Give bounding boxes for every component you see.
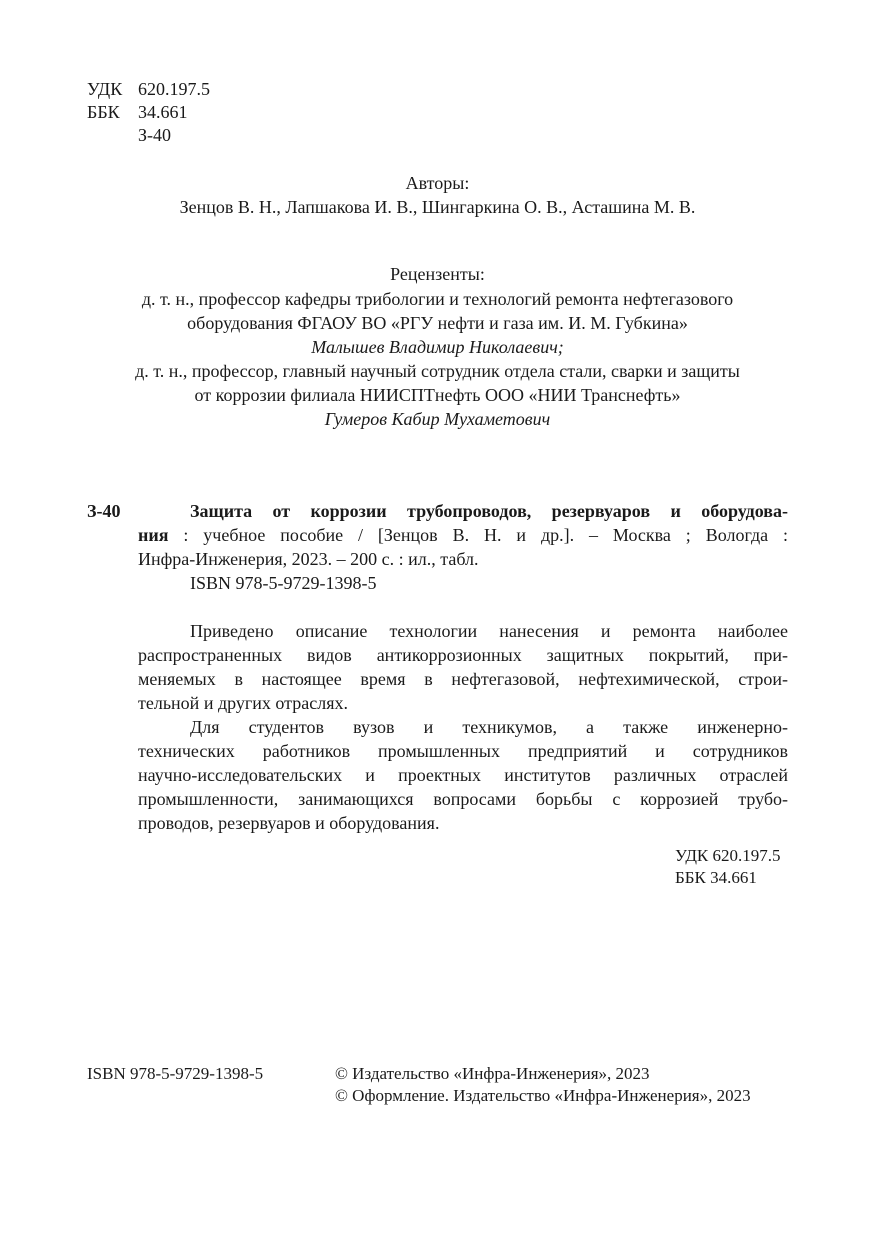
bib-isbn: ISBN 978-5-9729-1398-5 (190, 573, 377, 593)
reviewer-line: оборудования ФГАОУ ВО «РГУ нефти и газа им. И. М. Губкина» (187, 313, 688, 333)
reviewer-line: д. т. н., профессор, главный научный сотрудник отдела стали, сварки и защиты (135, 361, 740, 381)
bbk-label: ББК (87, 102, 120, 122)
footer-isbn: ISBN 978-5-9729-1398-5 (87, 1064, 264, 1083)
authors-names: Зенцов В. Н., Лапшакова И. В., Шингаркина О. В., Асташина М. В. (179, 197, 696, 217)
bib-line2-rest: : учебное пособие / [Зенцов В. Н. и др.]. – Москва ; Вологда : (168, 525, 788, 545)
copyright-publisher: © Издательство «Инфра-Инженерия», 2023 (335, 1064, 650, 1083)
udk-code: УДК 620.197.5 (675, 846, 781, 865)
author-mark: З-40 (138, 125, 172, 145)
annotation-line: проводов, резервуаров и оборудования. (138, 813, 440, 833)
bib-title-line2: ния (138, 525, 169, 545)
bib-title-line1: Защита от коррозии трубопроводов, резервуаров и оборудова- (190, 501, 788, 521)
annotation-line: промышленности, занимающихся вопросами борьбы с коррозией трубо- (138, 789, 788, 809)
bbk-code: ББК 34.661 (675, 868, 757, 887)
udk-value: 620.197.5 (138, 79, 210, 99)
bib-mark: З-40 (87, 501, 121, 521)
bbk-value: 34.661 (138, 102, 188, 122)
copyright-design: © Оформление. Издательство «Инфра-Инженерия», 2023 (335, 1086, 751, 1105)
annotation-line: Приведено описание технологии нанесения и ремонта наиболее (190, 621, 788, 641)
reviewer-name: Гумеров Кабир Мухаметович (324, 409, 551, 429)
annotation-line: тельной и других отраслях. (138, 693, 348, 713)
annotation-line: меняемых в настоящее время в нефтегазовой, нефтехимической, строи- (138, 669, 788, 689)
reviewers-heading: Рецензенты: (390, 264, 485, 284)
annotation-line: научно-исследовательских и проектных институтов различных отраслей (138, 765, 788, 785)
annotation-line: Для студентов вузов и техникумов, а также инженерно- (190, 717, 788, 737)
annotation-line: распространенных видов антикоррозионных защитных покрытий, при- (138, 645, 788, 665)
authors-heading: Авторы: (405, 173, 470, 193)
bib-line2 (138, 524, 788, 546)
udk-label: УДК (87, 79, 123, 99)
reviewer-line: от коррозии филиала НИИСПТнефть ООО «НИИ Транснефть» (194, 385, 681, 405)
reviewer-line: д. т. н., профессор кафедры трибологии и технологий ремонта нефтегазового (141, 289, 734, 309)
bib-line3: Инфра-Инженерия, 2023. – 200 с. : ил., табл. (138, 549, 479, 569)
annotation-line: технических работников промышленных предприятий и сотрудников (138, 741, 788, 761)
reviewer-name: Малышев Владимир Николаевич; (311, 337, 564, 357)
